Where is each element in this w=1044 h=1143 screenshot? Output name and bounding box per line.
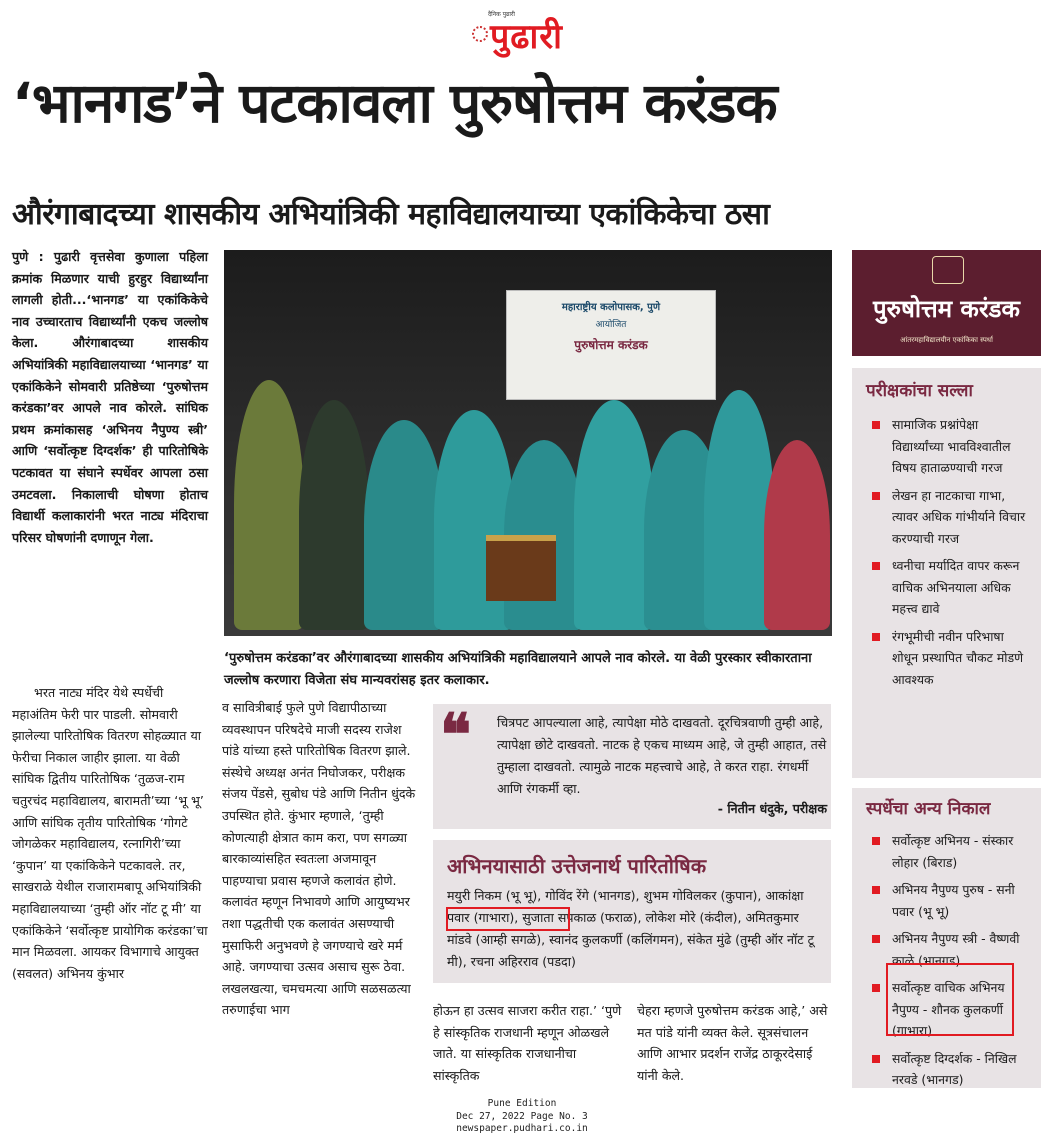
awards-title: अभिनयासाठी उत्तेजनार्थ पारितोषिक (447, 854, 707, 878)
awards-text: मयुरी निकम (भू भू), गोविंद रेंगे (भानगड), शुभम गोविलकर (कुपान), आकांक्षा पवार (गाभारा), सुजाता सपकाळ (फराळ), लोकेश मोरे (कंदील), अमितकुमार मांडवे (आम्ही सगळे), स्वानंद कुलकर्णी (कलिंगमन), संकेत मुंढे (तुम्ही ऑर नॉट टू मी), रचना अहिरराव (पडदा) (447, 888, 815, 969)
quote-author: - नितीन धंदुके, परीक्षक (717, 801, 827, 816)
tip-text: ध्वनीचा मर्यादित वापर करून वाचिक अभिनयाला अधिक महत्त्व द्यावे (892, 558, 1020, 616)
square-bullet-icon (872, 935, 880, 943)
masthead-logo: पुढारी (490, 17, 563, 57)
subheadline: औरंगाबादच्या शासकीय अभियांत्रिकी महाविद्यालयाच्या एकांकिकेचा ठसा (12, 197, 770, 232)
list-item (872, 414, 1032, 479)
photo-person (234, 380, 304, 630)
list-item (872, 879, 1032, 922)
square-bullet-icon (872, 1055, 880, 1063)
square-bullet-icon (872, 421, 880, 429)
sidebar-logo-subtitle: आंतरमहाविद्यालयीन एकांकिका स्पर्धा (900, 336, 993, 344)
photo-stage-banner (506, 290, 716, 400)
photo-banner-line-3: पुरुषोत्तम करंडक (574, 338, 648, 352)
article-column-3: होऊन हा उत्सव साजरा करीत राहा.’ ‘पुणे हे सांस्कृतिक राजधानी म्हणून ओळखले जाते. या सांस्कृतिक राजधानीचा सांस्कृतिक (433, 1003, 622, 1083)
trophy-icon (486, 535, 556, 601)
photo-person (299, 400, 369, 630)
result-text: सर्वोत्कृष्ट दिग्दर्शक - निखिल नरवडे (भानगड) (892, 1050, 1017, 1087)
photo-banner-line-2: आयोजित (595, 320, 627, 330)
list-item (872, 830, 1032, 873)
headline: ‘भानगड’ने पटकावला पुरुषोत्तम करंडक (12, 71, 777, 135)
article-column-1: भरत नाट्य मंदिर येथे स्पर्धेची महाअंतिम फेरी पार पाडली. सोमवारी झालेल्या पारितोषिक वितरण सोहळ्यात या फेरीचा निकाल जाहीर झाला. या वेळी सांघिक द्वितीय पारितोषिक ‘तुळज-राम चतुरचंद महाविद्यालय, बारामती’च्या ‘भू भू’ आणि सांघिक तृतीय पारितोषिक ‘गोगटे जोगळेकर महाविद्यालय, रत्नागिरी’च्या ‘कुपान’ या एकांकिकेने पटकावले. तर, साखराळे येथील राजारामबापू अभियांत्रिकी महाविद्यालयाच्या ‘तुम्ही ऑर नॉट टू मी’ या एकांकिकेने ‘सर्वोत्कृष्ट प्रायोगिक करंडका’चा मान मिळवला. आयकर विभागाचे आयुक्त (सवलत) अभिनय कुंभार (12, 685, 208, 981)
results-title: स्पर्धेचा अन्य निकाल (866, 799, 991, 819)
result-text: अभिनय नैपुण्य पुरुष - सनी पवार (भू भू) (892, 882, 1015, 919)
tips-title: परीक्षकांचा सल्ला (866, 381, 973, 401)
result-text: सर्वोत्कृष्ट वाचिक अभिनय नैपुण्य - शौनक कुलकर्णी (गाभारा) (892, 980, 1005, 1038)
result-text: सर्वोत्कृष्ट अभिनय - संस्कार लोहार (बिराड) (892, 833, 1014, 870)
photo-person (574, 400, 654, 630)
list-item (872, 555, 1032, 620)
news-photo (224, 250, 832, 636)
square-bullet-icon (872, 562, 880, 570)
quote-text: चित्रपट आपल्याला आहे, त्यापेक्षा मोठे दाखवतो. दूरचित्रवाणी तुम्ही आहे, त्यापेक्षा छोटे दाखवतो. नाटक हे एकच माध्यम आहे, जे तुम्ही आहात, तसे तुम्हाला दाखवतो. त्यामुळे नाटक महत्त्वाचे आहे, ते करत राहा. रंगधर्मी आणि रंगकर्मी व्हा. (497, 715, 827, 796)
list-item (872, 485, 1032, 550)
tip-text: लेखन हा नाटकाचा गाभा, त्यावर अधिक गांभीर्याने विचार करण्याची गरज (892, 487, 1026, 546)
square-bullet-icon (872, 886, 880, 894)
badge-icon (932, 256, 964, 284)
list-item (872, 626, 1032, 691)
footer-date-page: Dec 27, 2022 Page No. 3 (456, 1110, 588, 1122)
sidebar-logo-title: पुरुषोत्तम करंडक (873, 295, 1020, 323)
tips-list (872, 414, 1032, 696)
footer-site-link[interactable]: newspaper.pudhari.co.in (456, 1123, 588, 1134)
tip-text: सामाजिक प्रश्नांपेक्षा विद्यार्थ्यांच्या भावविश्वातील विषय हाताळण्याची गरज (892, 417, 1011, 475)
logo-emblem-icon (472, 26, 488, 42)
photo-banner-line-1: महाराष्ट्रीय कलोपासक, पुणे (561, 302, 661, 313)
square-bullet-icon (872, 633, 880, 641)
page-footer (0, 1098, 1044, 1136)
article-column-4: चेहरा म्हणजे पुरुषोत्तम करंडक आहे,’ असे मत पांडे यांनी व्यक्त केले. सूत्रसंचालन आणि आभार प्रदर्शन राजेंद्र ठाकूरदेसाई यांनी केले. (637, 1003, 828, 1083)
highlight-box (886, 963, 1014, 1036)
article-column-2: व सावित्रीबाई फुले पुणे विद्यापीठाच्या व्यवस्थापन परिषदेचे माजी सदस्य राजेश पांडे यांच्या हस्ते पारितोषिक वितरण झाले. संस्थेचे अध्यक्ष अनंत निघोजकर, परीक्षक संजय पेंडसे, सुबोध पंडे आणि नितीन धुंदके उपस्थित होते. कुंभार म्हणाले, ‘तुम्ही कोणत्याही क्षेत्रात काम करा, पण सगळ्या बारकाव्यांसहित स्वतःला अजमावून पाहण्याचा प्रवास म्हणजे कलावंत होणे. कलावंत म्हणून निभावणे आणि आयुष्यभर तशा पद्धतीची एक कलावंत असण्याची मुसाफिरी अनुभवणे हे जगण्याचे खरे मर्म आहे. जगण्याचा उत्सव असाच सुरू ठेवा. लखलखत्या, चमचमत्या आणि सळसळत्या तरुणाईचा भाग (222, 700, 416, 1018)
result-text: अभिनय नैपुण्य स्त्री - वैष्णवी काळे (भानगड) (892, 931, 1020, 968)
photo-caption: ‘पुरुषोत्तम करंडका’वर औरंगाबादच्या शासकीय अभियांत्रिकी महाविद्यालयाने आपले नाव कोरले. या वेळी पुरस्कार स्वीकारताना जल्लोष करणारा विजेता संघ मान्यवरांसह इतर कलाकार. (224, 651, 812, 688)
quote-mark-icon: ❝ (440, 701, 472, 769)
highlight-box (446, 907, 570, 931)
article-intro: पुणे : पुढारी वृत्तसेवा कुणाला पहिला क्रमांक मिळणार याची हुरहुर विद्यार्थ्यांना लागली होती...‘भानगड’ या एकांकिकेचे नाव उच्चारताच विद्यार्थ्यांनी एकच जल्लोष केला. औरंगाबादच्या शासकीय अभियांत्रिकी महाविद्यालयाच्या ‘भानगड’ या एकांकिकेने सोमवारी प्रतिष्ठेच्या ‘पुरुषोत्तम करंडका’वर आपले नाव कोरले. सांघिक प्रथम क्रमांकासह ‘अभिनय नैपुण्य स्त्री’ आणि ‘सर्वोत्कृष्ट दिग्दर्शक’ ही पारितोषिके पटकावत या संघाने स्पर्धेवर आपला ठसा उमटवला. निकालाची घोषणा होताच विद्यार्थी कलाकारांनी भरत नाट्य मंदिराचा परिसर घोषणांनी दणाणून गेला. (12, 249, 208, 545)
list-item (872, 1048, 1032, 1091)
photo-person (364, 420, 444, 630)
square-bullet-icon (872, 492, 880, 500)
tip-text: रंगभूमीची नवीन परिभाषा शोधून प्रस्थापित चौकट मोडणे आवश्यक (892, 628, 1024, 687)
square-bullet-icon (872, 984, 880, 992)
square-bullet-icon (872, 837, 880, 845)
footer-edition: Pune Edition (487, 1098, 557, 1109)
photo-person (764, 440, 830, 630)
masthead-tagline: दैनिक पुढारी (488, 11, 515, 18)
